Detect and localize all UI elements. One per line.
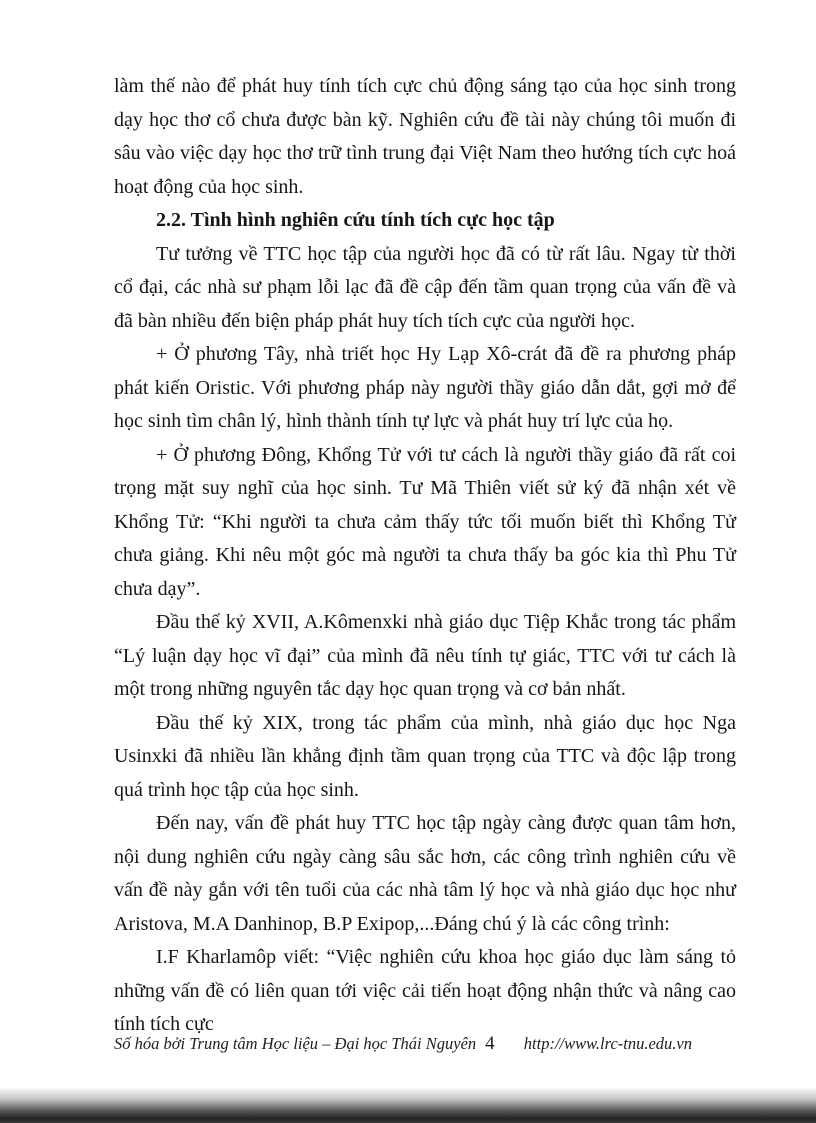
paragraph: Đến nay, vấn đề phát huy TTC học tập ngày càng được quan tâm hơn, nội dung nghiên cứu ngày càng sâu sắc hơn, các công trình nghiên cứu về vấn đề này gắn với tên tuổi của các nhà tâm lý học và nhà giáo dục học như Aristova, M.A Danhinop, B.P Exipop,...Đáng chú ý là các công trình: bbox=[114, 812, 736, 935]
paragraph: Tư tưởng về TTC học tập của người học đã có từ rất lâu. Ngay từ thời cổ đại, các nhà sư phạm lỗi lạc đã đề cập đến tầm quan trọng của vấn đề và đã bàn nhiều đến biện pháp phát huy tích tích cực của người học. bbox=[114, 242, 736, 332]
page-footer bbox=[114, 1033, 736, 1055]
paragraph: làm thế nào để phát huy tính tích cực chủ động sáng tạo của học sinh trong dạy học thơ cổ chưa được bàn kỹ. Nghiên cứu đề tài này chúng tôi muốn đi sâu vào việc dạy học thơ trữ tình trung đại Việt Nam theo hướng tích cực hoá hoạt động của học sinh. bbox=[114, 75, 736, 198]
section-heading: 2.2. Tình hình nghiên cứu tính tích cực học tập bbox=[156, 209, 555, 231]
scan-edge-artifact bbox=[0, 1087, 816, 1123]
footer-source-text: Số hóa bởi Trung tâm Học liệu – Đại học Thái Nguyên bbox=[114, 1034, 477, 1053]
paragraph: + Ở phương Tây, nhà triết học Hy Lạp Xô-crát đã đề ra phương pháp phát kiến Oristic. Với phương pháp này người thầy giáo dẫn dắt, gợi mở để học sinh tìm chân lý, hình thành tính tự lực và phát huy trí lực của họ. bbox=[114, 343, 736, 432]
page-number: 4 bbox=[485, 1033, 495, 1054]
page-content bbox=[114, 70, 736, 1042]
paragraph: Đầu thế kỷ XIX, trong tác phẩm của mình, nhà giáo dục học Nga Usinxki đã nhiều lần khẳng định tầm quan trọng của TTC và độc lập trong quá trình học tập của học sinh. bbox=[114, 711, 736, 801]
footer-url: http://www.lrc-tnu.edu.vn bbox=[523, 1034, 692, 1053]
paragraph: + Ở phương Đông, Khổng Tử với tư cách là người thầy giáo đã rất coi trọng mặt suy nghĩ của học sinh. Tư Mã Thiên viết sử ký đã nhận xét về Khổng Tử: “Khi người ta chưa cảm thấy tức tối muốn biết thì Khổng Tử chưa giảng. Khi nêu một góc mà người ta chưa thấy ba góc kia thì Phu Tử chưa dạy”. bbox=[114, 443, 736, 600]
paragraph: I.F Kharlamôp viết: “Việc nghiên cứu khoa học giáo dục làm sáng tỏ những vấn đề có liên quan tới việc cải tiến hoạt động nhận thức và nâng cao tính tích cực bbox=[114, 946, 736, 1035]
paragraph: Đầu thế kỷ XVII, A.Kômenxki nhà giáo dục Tiệp Khắc trong tác phẩm “Lý luận dạy học vĩ đại” của mình đã nêu tính tự giác, TTC với tư cách là một trong những nguyên tắc dạy học quan trọng và cơ bản nhất. bbox=[114, 611, 736, 700]
